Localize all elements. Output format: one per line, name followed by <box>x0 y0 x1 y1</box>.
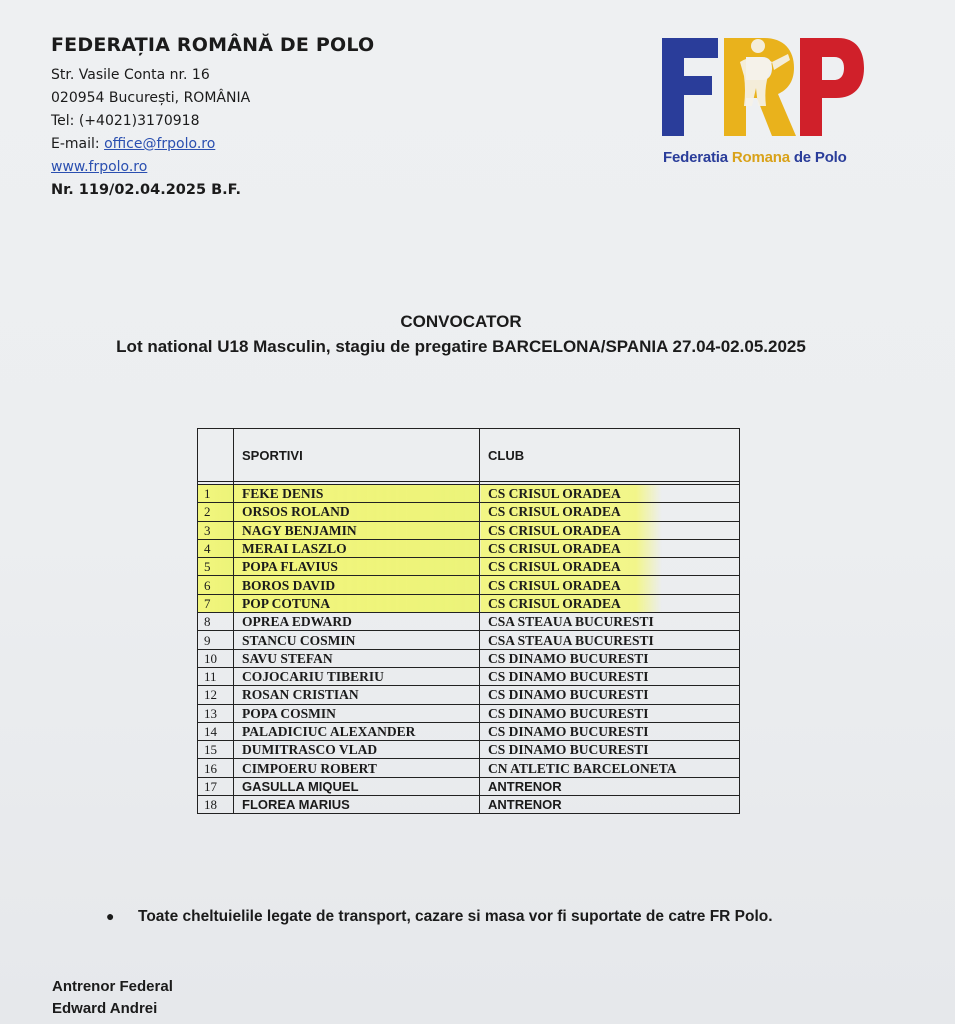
row-number: 8 <box>198 613 234 631</box>
player-club: CS CRISUL ORADEA <box>480 594 740 612</box>
table-row <box>198 722 740 740</box>
player-name: FLOREA MARIUS <box>234 796 480 814</box>
email-line <box>51 133 374 156</box>
document-title: CONVOCATOR <box>400 312 522 331</box>
player-club: CS DINAMO BUCURESTI <box>480 686 740 704</box>
row-number: 13 <box>198 704 234 722</box>
cost-note <box>106 908 773 926</box>
roster-body <box>198 482 740 814</box>
row-number: 5 <box>198 558 234 576</box>
player-name: ROSAN CRISTIAN <box>234 686 480 704</box>
table-row <box>198 667 740 685</box>
player-club: CS DINAMO BUCURESTI <box>480 741 740 759</box>
player-club: ANTRENOR <box>480 796 740 814</box>
row-number: 2 <box>198 503 234 521</box>
player-name: CIMPOERU ROBERT <box>234 759 480 777</box>
player-name: POP COTUNA <box>234 594 480 612</box>
player-club: CSA STEAUA BUCURESTI <box>480 613 740 631</box>
player-club: CS CRISUL ORADEA <box>480 521 740 539</box>
player-name: FEKE DENIS <box>234 485 480 503</box>
table-row <box>198 485 740 503</box>
player-name: POPA COSMIN <box>234 704 480 722</box>
row-number: 6 <box>198 576 234 594</box>
row-number: 16 <box>198 759 234 777</box>
row-number: 10 <box>198 649 234 667</box>
player-name: NAGY BENJAMIN <box>234 521 480 539</box>
table-row <box>198 521 740 539</box>
table-row <box>198 741 740 759</box>
signature-role: Antrenor Federal <box>52 978 173 995</box>
table-row <box>198 613 740 631</box>
player-club: CS CRISUL ORADEA <box>480 558 740 576</box>
table-row <box>198 759 740 777</box>
website-link[interactable]: www.frpolo.ro <box>51 159 148 175</box>
org-name: FEDERAȚIA ROMÂNĂ DE POLO <box>51 34 375 56</box>
note-text: Toate cheltuielile legate de transport, cazare si masa vor fi suportate de catre FR Polo. <box>138 908 773 925</box>
player-club: CS DINAMO BUCURESTI <box>480 667 740 685</box>
player-club: CS DINAMO BUCURESTI <box>480 649 740 667</box>
player-name: BOROS DAVID <box>234 576 480 594</box>
player-name: MERAI LASZLO <box>234 539 480 557</box>
header-club: CLUB <box>480 429 740 482</box>
player-club: CSA STEAUA BUCURESTI <box>480 631 740 649</box>
row-number: 15 <box>198 741 234 759</box>
table-row <box>198 503 740 521</box>
logo-caption-part1: Federatia <box>663 149 732 166</box>
player-club: CN ATLETIC BARCELONETA <box>480 759 740 777</box>
logo-caption <box>663 149 847 166</box>
bullet-icon: ● <box>106 908 115 924</box>
document-subtitle: Lot national U18 Masculin, stagiu de pregatire BARCELONA/SPANIA 27.04-02.05.2025 <box>116 337 806 356</box>
player-name: COJOCARIU TIBERIU <box>234 667 480 685</box>
phone: Tel: (+4021)3170918 <box>51 113 200 129</box>
player-club: ANTRENOR <box>480 777 740 795</box>
player-name: GASULLA MIQUEL <box>234 777 480 795</box>
logo-letter-p <box>800 38 864 136</box>
player-club: CS CRISUL ORADEA <box>480 576 740 594</box>
document-reference: Nr. 119/02.04.2025 B.F. <box>51 182 241 198</box>
logo-letter-f <box>662 38 718 136</box>
email-link[interactable]: office@frpolo.ro <box>104 136 216 152</box>
player-name: SAVU STEFAN <box>234 649 480 667</box>
header-sportivi: SPORTIVI <box>234 429 480 482</box>
row-number: 4 <box>198 539 234 557</box>
row-number: 7 <box>198 594 234 612</box>
table-row <box>198 686 740 704</box>
player-name: ORSOS ROLAND <box>234 503 480 521</box>
player-club: CS CRISUL ORADEA <box>480 503 740 521</box>
row-number: 12 <box>198 686 234 704</box>
table-header-row <box>198 429 740 482</box>
row-number: 11 <box>198 667 234 685</box>
table-row <box>198 576 740 594</box>
logo-caption-part3: de Polo <box>793 149 847 166</box>
table-row <box>198 796 740 814</box>
signature-name: Edward Andrei <box>52 1000 158 1017</box>
frp-logo-letters <box>660 32 865 142</box>
player-name: OPREA EDWARD <box>234 613 480 631</box>
table-row <box>198 649 740 667</box>
roster-table <box>197 428 740 814</box>
address-city: 020954 București, ROMÂNIA <box>51 90 251 106</box>
player-name: STANCU COSMIN <box>234 631 480 649</box>
table-row <box>198 558 740 576</box>
player-club: CS DINAMO BUCURESTI <box>480 722 740 740</box>
letterhead <box>51 34 374 202</box>
table-row <box>198 539 740 557</box>
player-club: CS CRISUL ORADEA <box>480 539 740 557</box>
player-club: CS CRISUL ORADEA <box>480 485 740 503</box>
table-row <box>198 704 740 722</box>
logo-caption-part2: Romana <box>731 149 794 166</box>
address-street: Str. Vasile Conta nr. 16 <box>51 67 210 83</box>
row-number: 14 <box>198 722 234 740</box>
website-line <box>51 156 374 179</box>
table-row <box>198 631 740 649</box>
row-number: 17 <box>198 777 234 795</box>
player-name: POPA FLAVIUS <box>234 558 480 576</box>
row-number: 3 <box>198 521 234 539</box>
row-number: 18 <box>198 796 234 814</box>
frp-logo <box>660 32 865 172</box>
table-row <box>198 594 740 612</box>
table-row <box>198 777 740 795</box>
signature-block <box>52 976 173 1020</box>
row-number: 9 <box>198 631 234 649</box>
player-name: DUMITRASCO VLAD <box>234 741 480 759</box>
player-name: PALADICIUC ALEXANDER <box>234 722 480 740</box>
player-club: CS DINAMO BUCURESTI <box>480 704 740 722</box>
email-label: E-mail: <box>51 136 105 152</box>
header-num <box>198 429 234 482</box>
row-number: 1 <box>198 485 234 503</box>
